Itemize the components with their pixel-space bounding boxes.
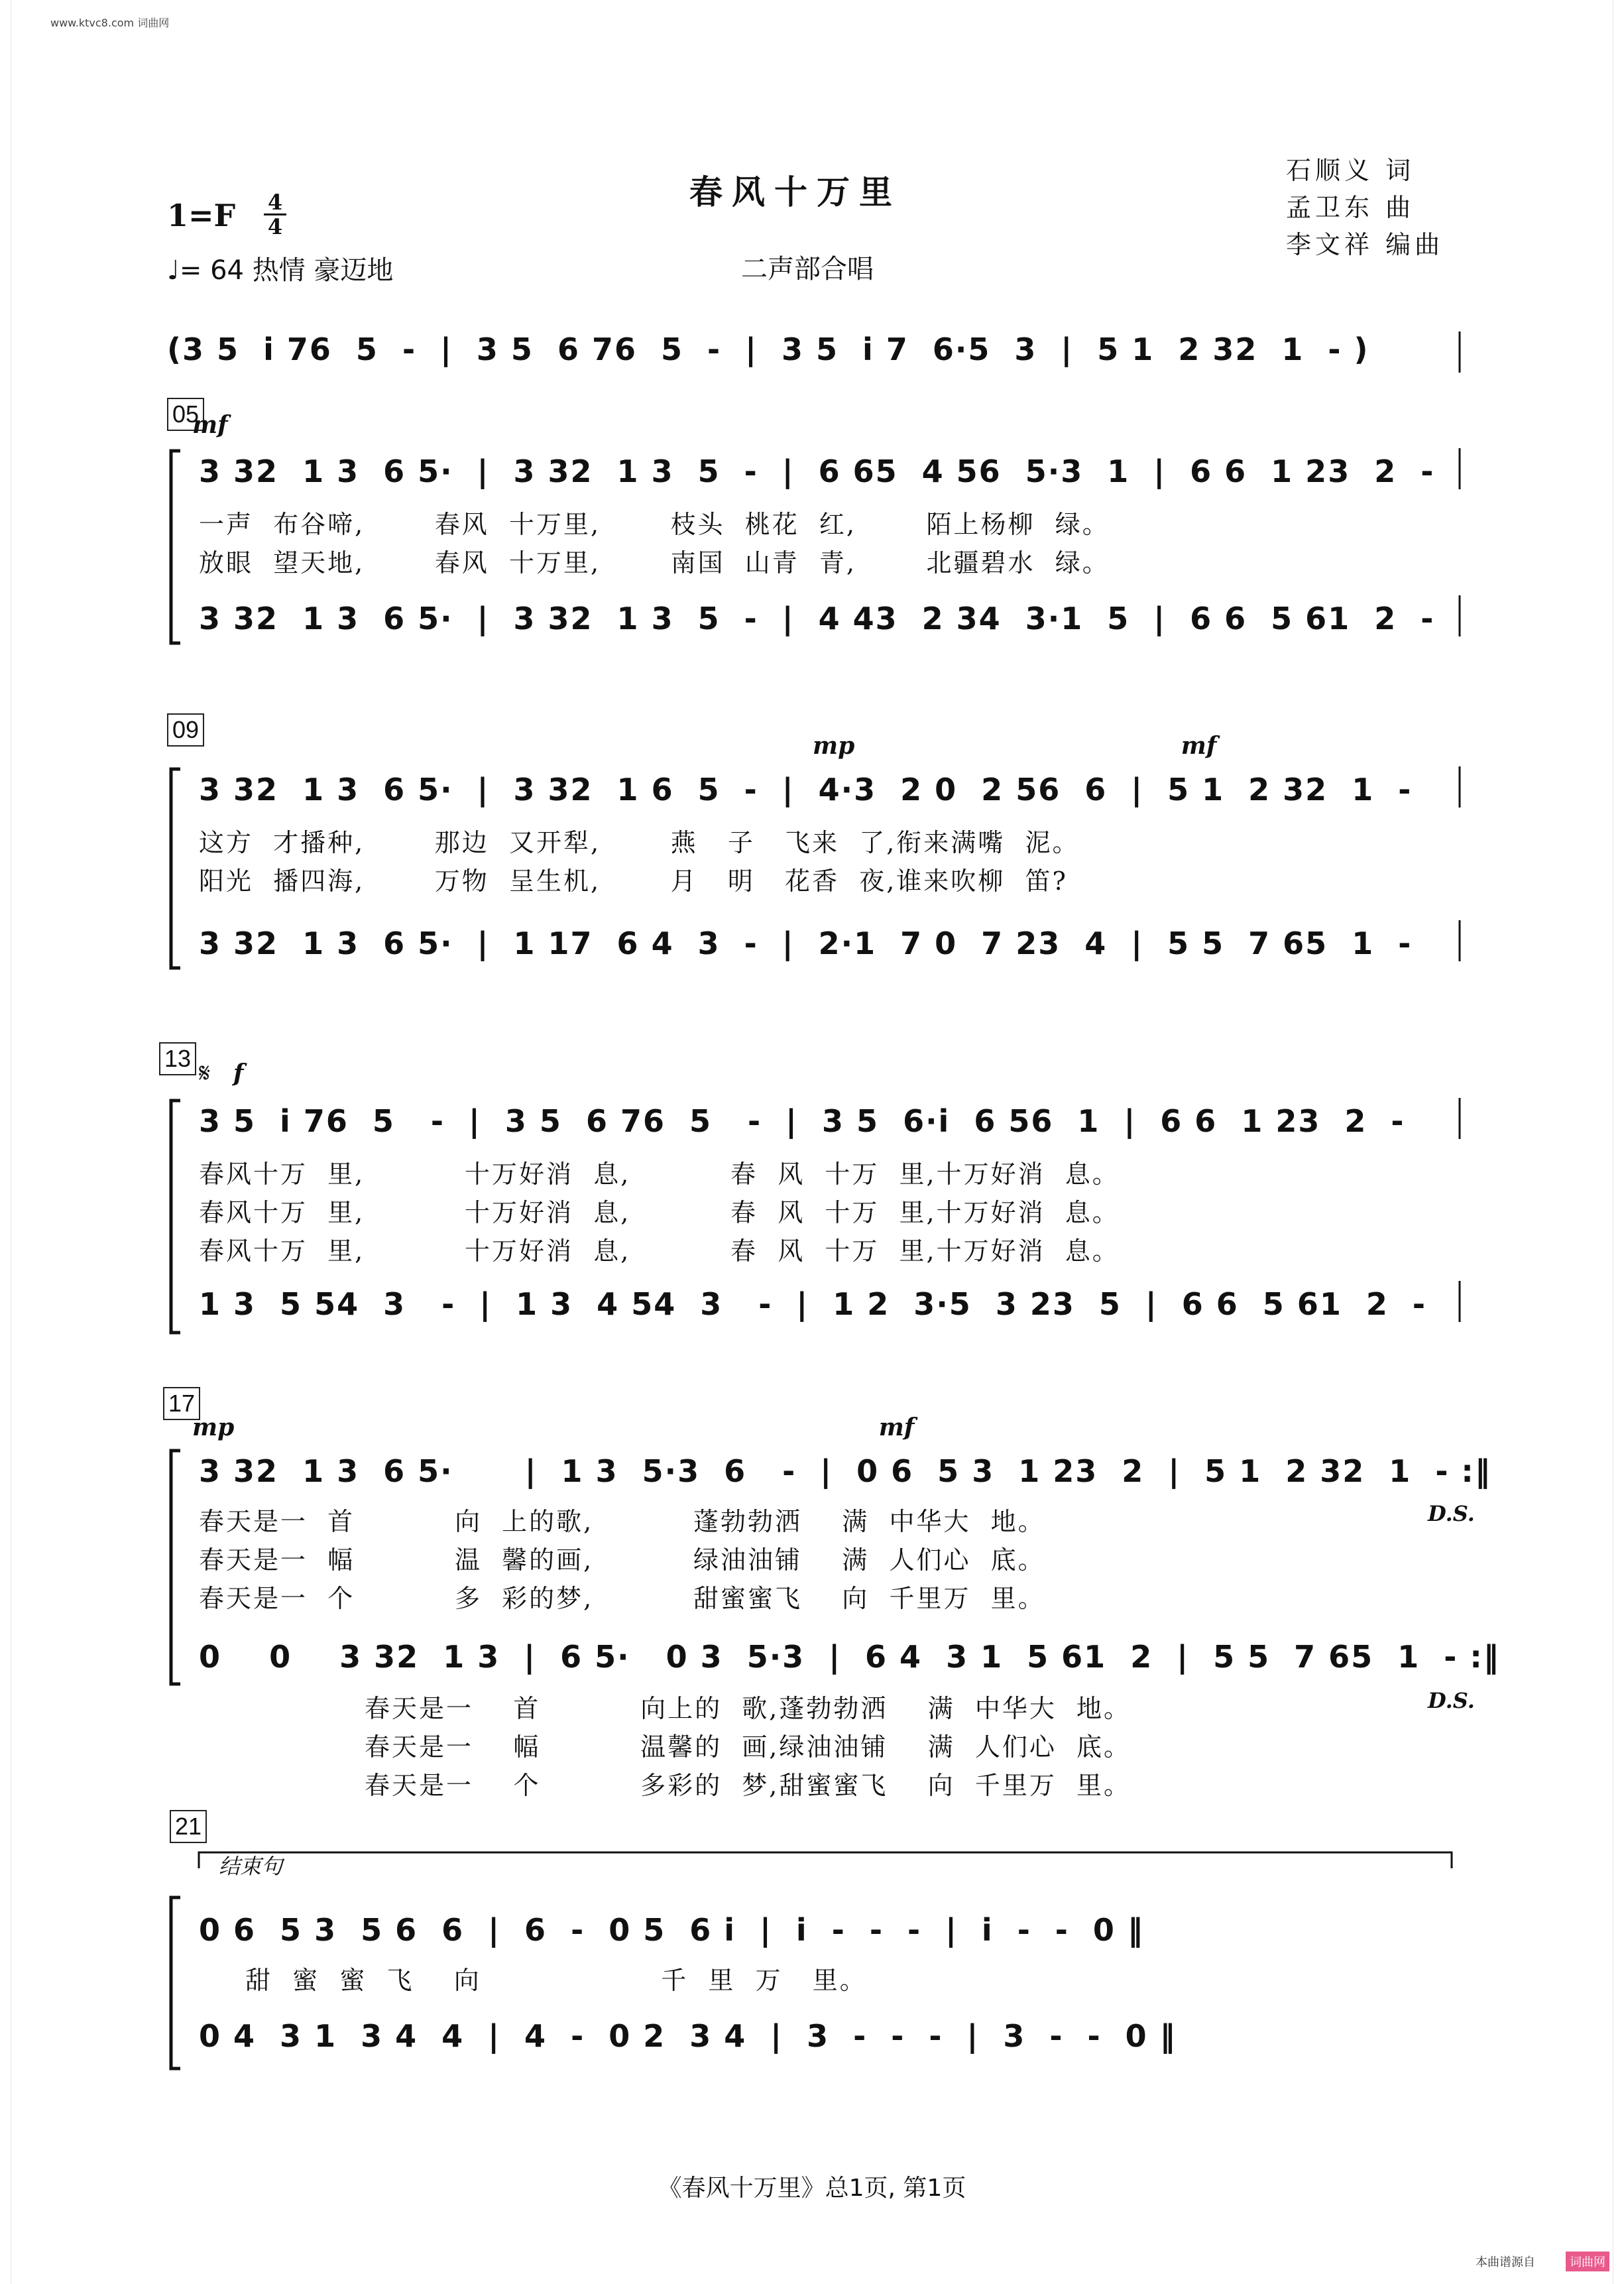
lower-voice-notes: 1 3 5 54 3 - | 1 3 4 54 3 - | 1 2 3·5 3 23 5 | 6 6 5 61 2 -	[199, 1286, 1427, 1322]
lyric-line: 春风十万 里, 十万好消 息, 春 风 十万 里,十万好消 息。	[199, 1198, 1120, 1227]
system-bracket	[171, 769, 180, 968]
lyric-line: 春天是一 个 多 彩的梦, 甜蜜蜜飞 向 千里万 里。	[199, 1584, 1045, 1613]
measure-number: 05	[167, 398, 204, 431]
ending-bracket	[199, 1852, 1452, 1868]
dal-segno-mark: D.S.	[1428, 1688, 1475, 1713]
source-badge: 本曲谱源自	[1476, 2255, 1535, 2269]
upper-voice-notes: 3 32 1 3 6 5· | 1 3 5·3 6 - | 0 6 5 3 1 23 2 | 5 1 2 32 1 - :‖	[199, 1453, 1491, 1489]
upper-voice-notes: 0 6 5 3 5 6 6 | 6 - 0 5 6 i | i - - - | i - - 0 ‖	[199, 1912, 1144, 1948]
lyricist-credit: 石顺义 词	[1286, 156, 1415, 185]
arranger-credit: 李文祥 编曲	[1286, 230, 1444, 259]
key-signature: 1=F	[167, 198, 236, 233]
page-footer: 《春风十万里》总1页, 第1页	[658, 2175, 966, 2202]
dynamic-mark: f	[233, 1059, 244, 1087]
lower-voice-notes: 3 32 1 3 6 5· | 3 32 1 3 5 - | 4 43 2 34 3·1 5 | 6 6 5 61 2 -	[199, 601, 1435, 636]
segno-icon: 𝄋	[199, 1058, 211, 1089]
lower-voice-notes: 3 32 1 3 6 5· | 1 17 6 4 3 - | 2·1 7 0 7 23 4 | 5 5 7 65 1 -	[199, 926, 1413, 961]
measure-number: 21	[170, 1810, 207, 1843]
song-title: 春风十万里	[689, 172, 901, 211]
measure-number: 09	[167, 713, 204, 747]
tempo-marking: ♩= 64 热情 豪迈地	[167, 255, 394, 286]
dynamic-mark: mf	[192, 411, 228, 439]
lower-lyric-line: 春天是一 幅 温馨的 画,绿油油铺 满 人们心 底。	[365, 1732, 1131, 1762]
lyric-line: 甜 蜜 蜜 飞 向 千 里 万 里。	[245, 1966, 867, 1995]
site-watermark: www.ktvc8.com 词曲网	[50, 17, 170, 29]
lyric-line: 春天是一 首 向 上的歌, 蓬勃勃洒 满 中华大 地。	[199, 1507, 1045, 1536]
lyric-line: 春风十万 里, 十万好消 息, 春 风 十万 里,十万好消 息。	[199, 1236, 1120, 1266]
time-bottom: 4	[264, 213, 286, 238]
ending-label: 结束句	[219, 1854, 283, 1879]
lyric-line: 这方 才播种, 那边 又开犁, 燕 子 飞来 了,衔来满嘴 泥。	[199, 828, 1080, 857]
dynamic-mark: mp mf	[813, 732, 1217, 760]
brand-badge[interactable]: 词曲网	[1566, 2252, 1609, 2271]
lower-voice-notes: 0 0 3 32 1 3 | 6 5· 0 3 5·3 | 6 4 3 1 5 61 2 | 5 5 7 65 1 - :‖	[199, 1639, 1500, 1675]
upper-voice-notes: 3 5 i 76 5 - | 3 5 6 76 5 - | 3 5 6·i 6 56 1 | 6 6 1 23 2 -	[199, 1103, 1405, 1139]
system-bracket	[171, 451, 180, 643]
lower-lyric-line: 春天是一 个 多彩的 梦,甜蜜蜜飞 向 千里万 里。	[365, 1771, 1131, 1800]
measure-number: 13	[159, 1042, 196, 1075]
intro-notes: (3 5 i 76 5 - | 3 5 6 76 5 - | 3 5 i 7 6·5 3 | 5 1 2 32 1 - )	[167, 331, 1369, 367]
composer-credit: 孟卫东 曲	[1286, 193, 1415, 222]
lower-voice-notes: 0 4 3 1 3 4 4 | 4 - 0 2 3 4 | 3 - - - | 3 - - 0 ‖	[199, 2018, 1177, 2054]
system-bracket	[171, 1101, 180, 1333]
lyric-line: 阳光 播四海, 万物 呈生机, 月 明 花香 夜,谁来吹柳 笛?	[199, 867, 1068, 896]
lyric-line: 春天是一 幅 温 馨的画, 绿油油铺 满 人们心 底。	[199, 1545, 1045, 1575]
lyric-line: 放眼 望天地, 春风 十万里, 南国 山青 青, 北疆碧水 绿。	[199, 548, 1110, 577]
upper-voice-notes: 3 32 1 3 6 5· | 3 32 1 6 5 - | 4·3 2 0 2 56 6 | 5 1 2 32 1 -	[199, 772, 1413, 808]
lyric-line: 一声 布谷啼, 春风 十万里, 枝头 桃花 红, 陌上杨柳 绿。	[199, 510, 1110, 539]
lower-lyric-line: 春天是一 首 向上的 歌,蓬勃勃洒 满 中华大 地。	[365, 1694, 1131, 1723]
time-top: 4	[267, 190, 283, 215]
measure-number: 17	[163, 1387, 200, 1420]
lyric-line: 春风十万 里, 十万好消 息, 春 风 十万 里,十万好消 息。	[199, 1160, 1120, 1189]
dynamic-mark: mp mf	[192, 1413, 915, 1441]
system-bracket	[171, 1897, 180, 2069]
system-bracket	[171, 1451, 180, 1684]
dal-segno-mark: D.S.	[1428, 1501, 1475, 1526]
subtitle: 二声部合唱	[741, 254, 874, 284]
upper-voice-notes: 3 32 1 3 6 5· | 3 32 1 3 5 - | 6 65 4 56 5·3 1 | 6 6 1 23 2 -	[199, 453, 1435, 489]
